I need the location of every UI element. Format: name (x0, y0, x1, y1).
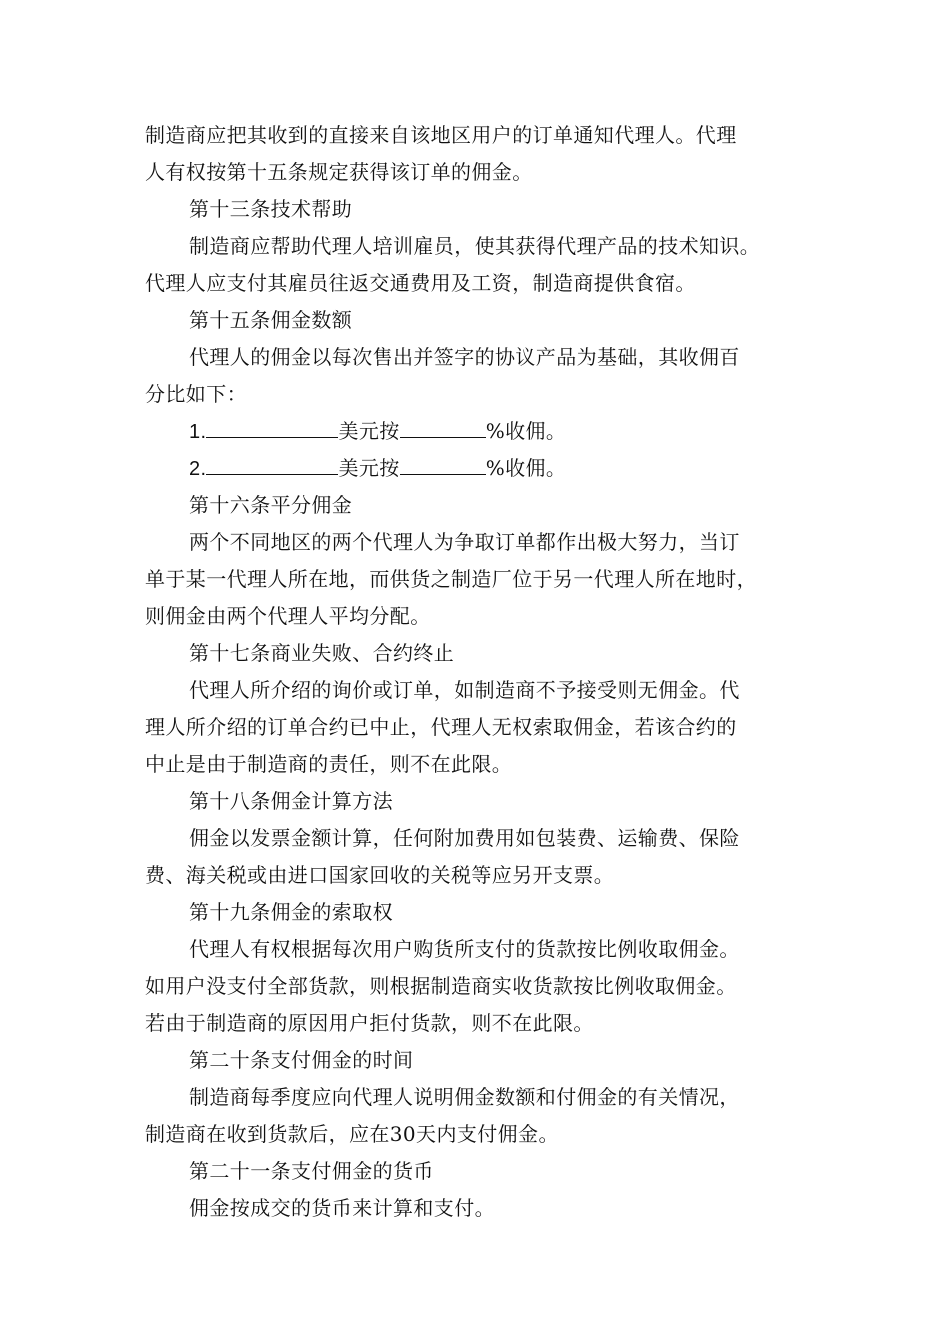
paragraph-line: 人有权按第十五条规定获得该订单的佣金。 (145, 160, 533, 184)
paragraph-line: 如用户没支付全部货款，则根据制造商实收货款按比例收取佣金。 (145, 974, 737, 998)
document-page (145, 117, 815, 1227)
paragraph-line: 制造商应把其收到的直接来自该地区用户的订单通知代理人。代理 (145, 123, 737, 147)
paragraph-line: 中止是由于制造商的责任，则不在此限。 (145, 752, 513, 776)
percent-blank (400, 415, 486, 438)
paragraph-line: 若由于制造商的原因用户拒付货款，则不在此限。 (145, 1011, 594, 1035)
paragraph-line: 费、海关税或由进口国家回收的关税等应另开支票。 (145, 863, 615, 887)
section-heading: 第十七条商业失败、合约终止 (189, 641, 455, 665)
paragraph-line: 佣金按成交的货币来计算和支付。 (189, 1196, 495, 1220)
paragraph-line: 代理人的佣金以每次售出并签字的协议产品为基础，其收佣百 (189, 345, 740, 369)
section-heading: 第十五条佣金数额 (189, 308, 353, 332)
commission-rate-line (145, 413, 815, 450)
paragraph-line: 分比如下： (145, 382, 247, 406)
section-heading: 第十九条佣金的索取权 (189, 900, 393, 924)
item-text: %收佣。 (485, 419, 567, 443)
paragraph-line: 佣金以发票金额计算，任何附加费用如包装费、运输费、保险 (189, 826, 740, 850)
section-heading: 第二十一条支付佣金的货币 (189, 1159, 434, 1183)
paragraph-line: 单于某一代理人所在地，而供货之制造厂位于另一代理人所在地时， (145, 567, 757, 591)
percent-blank (400, 452, 486, 475)
amount-blank (206, 415, 338, 438)
commission-rate-line (145, 450, 815, 487)
section-heading: 第十六条平分佣金 (189, 493, 353, 517)
section-heading: 第二十条支付佣金的时间 (189, 1048, 414, 1072)
paragraph-line: 制造商应帮助代理人培训雇员，使其获得代理产品的技术知识。 (189, 234, 761, 258)
amount-blank (206, 452, 338, 475)
item-number: 2. (189, 458, 207, 480)
paragraph-line: 制造商每季度应向代理人说明佣金数额和付佣金的有关情况， (189, 1085, 740, 1109)
paragraph-line: 两个不同地区的两个代理人为争取订单都作出极大努力，当订 (189, 530, 740, 554)
paragraph-line: 代理人应支付其雇员往返交通费用及工资，制造商提供食宿。 (145, 271, 696, 295)
paragraph-line: 代理人有权根据每次用户购货所支付的货款按比例收取佣金。 (189, 937, 740, 961)
paragraph-line: 代理人所介绍的询价或订单，如制造商不予接受则无佣金。代 (189, 678, 740, 702)
item-number: 1. (189, 421, 207, 443)
paragraph-line: 则佣金由两个代理人平均分配。 (145, 604, 431, 628)
section-heading: 第十三条技术帮助 (189, 197, 353, 221)
paragraph-line: 理人所介绍的订单合约已中止，代理人无权索取佣金，若该合约的 (145, 715, 737, 739)
item-text: 美元按 (338, 419, 400, 443)
item-text: 美元按 (338, 456, 400, 480)
section-heading: 第十八条佣金计算方法 (189, 789, 393, 813)
item-text: %收佣。 (485, 456, 567, 480)
paragraph-line: 制造商在收到货款后，应在30天内支付佣金。 (145, 1122, 559, 1146)
